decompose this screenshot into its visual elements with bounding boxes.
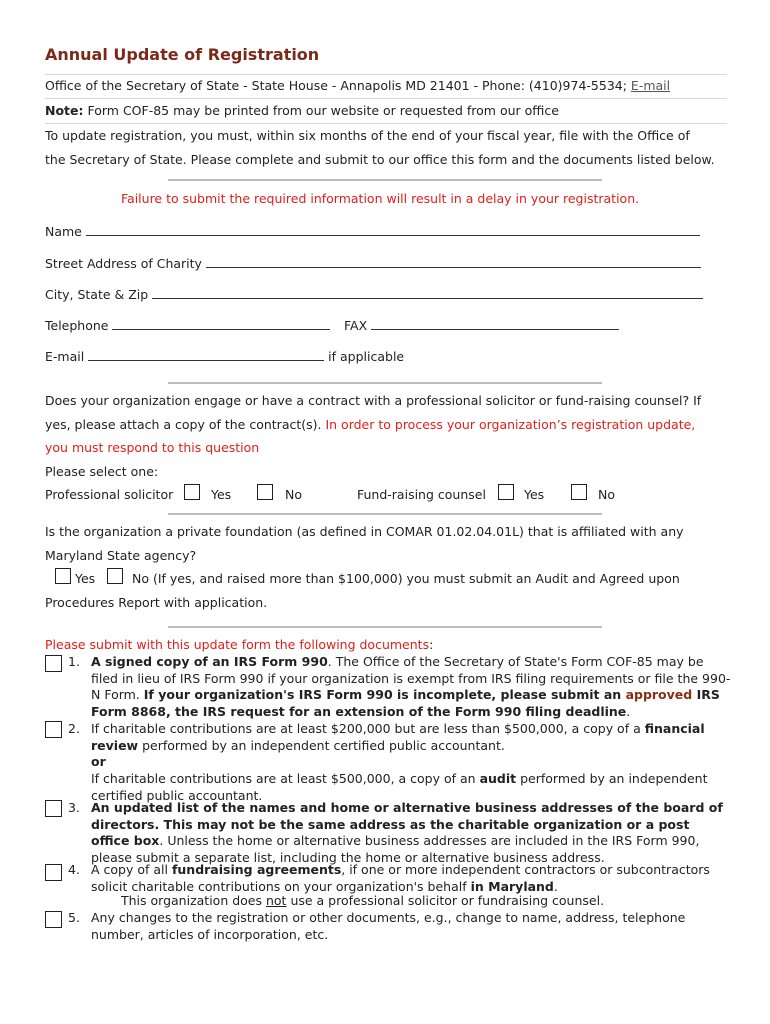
telephone-line[interactable] bbox=[112, 317, 330, 330]
document-2-or: or bbox=[91, 754, 106, 769]
question2-line-4: Procedures Report with application. bbox=[45, 595, 268, 610]
telephone-label: Telephone bbox=[45, 318, 109, 333]
foundation-no-label: No (If yes, and raised more than $100,000) you must submit an Audit and Agreed upon bbox=[132, 571, 680, 586]
question1-line-2b: In order to process your organization’s registration update, bbox=[325, 417, 696, 432]
document-1-text-1: . The Office of the Secretary of State's Form COF-85 may be filed in lieu of IRS Form 990 if your organization is exempt from IRS filing requirements or file the 990-N Form. bbox=[91, 654, 731, 702]
document-3-checkbox[interactable] bbox=[45, 800, 62, 817]
question2-line-2: Maryland State agency? bbox=[45, 548, 197, 563]
divider bbox=[168, 382, 602, 384]
document-2-number: 2. bbox=[68, 721, 80, 736]
counsel-no-checkbox[interactable] bbox=[571, 484, 587, 500]
email-field[interactable] bbox=[45, 348, 404, 364]
document-2-text bbox=[91, 721, 731, 754]
document-3-number: 3. bbox=[68, 800, 80, 815]
document-1-bold-3: IRS Form 8868, the IRS request for an extension of the Form 990 filing deadline bbox=[91, 687, 720, 719]
document-2-text-4: performed by an independent certified public accountant. bbox=[91, 771, 708, 803]
document-2-bold-2: audit bbox=[479, 771, 517, 786]
document-1-text bbox=[91, 654, 731, 720]
document-5-checkbox[interactable] bbox=[45, 911, 62, 928]
fax-label: FAX bbox=[344, 318, 368, 333]
question1-line-3: you must respond to this question bbox=[45, 440, 260, 455]
telephone-field[interactable] bbox=[45, 317, 330, 333]
divider bbox=[168, 626, 602, 628]
solicitor-yes-label: Yes bbox=[211, 487, 232, 502]
city-field[interactable] bbox=[45, 286, 703, 302]
documents-heading-text: Please submit with this update form the following documents bbox=[45, 637, 430, 652]
solicitor-row bbox=[45, 487, 173, 502]
document-4-number: 4. bbox=[68, 862, 80, 877]
documents-heading-colon: : bbox=[429, 637, 434, 652]
name-label: Name bbox=[45, 224, 82, 239]
email-line[interactable] bbox=[88, 348, 324, 361]
email-link[interactable]: E-mail bbox=[630, 78, 671, 93]
email-label: E-mail bbox=[45, 349, 85, 364]
question1-line-1: Does your organization engage or have a contract with a professional solicitor or fund-raising counsel? If bbox=[45, 393, 702, 408]
foundation-no-checkbox[interactable] bbox=[107, 568, 123, 584]
document-4-note bbox=[121, 893, 604, 908]
document-4-text bbox=[91, 862, 731, 895]
document-5-text bbox=[91, 910, 731, 943]
question1-line-2 bbox=[45, 417, 695, 432]
document-5-text-1: Any changes to the registration or other documents, e.g., change to name, address, telephone number, articles of incorporation, etc. bbox=[91, 910, 686, 942]
divider bbox=[45, 123, 727, 124]
document-4-underline: not bbox=[265, 893, 287, 908]
name-field[interactable] bbox=[45, 223, 700, 239]
counsel-yes-label: Yes bbox=[524, 487, 545, 502]
document-4-bold-1: fundraising agreements bbox=[171, 862, 342, 877]
document-4-text-5: use a professional solicitor or fundraising counsel. bbox=[286, 893, 605, 908]
name-line[interactable] bbox=[86, 223, 700, 236]
solicitor-no-checkbox[interactable] bbox=[257, 484, 273, 500]
street-label: Street Address of Charity bbox=[45, 256, 202, 271]
divider bbox=[45, 74, 727, 75]
document-2-checkbox[interactable] bbox=[45, 721, 62, 738]
document-3-bold-1: An updated list of the names and home or alternative business addresses of the board of directors. This may not be the same address as the charitable organization or a post office box bbox=[91, 800, 723, 848]
page-title: Annual Update of Registration bbox=[45, 45, 320, 64]
warning-text: Failure to submit the required information will result in a delay in your registration. bbox=[121, 191, 640, 206]
street-field[interactable] bbox=[45, 255, 701, 271]
counsel-yes-checkbox[interactable] bbox=[498, 484, 514, 500]
document-1-bold-2: If your organization's IRS Form 990 is incomplete, please submit an bbox=[143, 687, 626, 702]
office-info bbox=[45, 78, 670, 93]
document-4-text-1: A copy of all bbox=[91, 862, 172, 877]
solicitor-yes-checkbox[interactable] bbox=[184, 484, 200, 500]
counsel-no-label: No bbox=[598, 487, 615, 502]
document-4-text-3: . bbox=[553, 878, 558, 894]
document-1-text-2: . bbox=[626, 703, 631, 719]
solicitor-no-label: No bbox=[285, 487, 302, 502]
question1-select: Please select one: bbox=[45, 464, 159, 479]
document-1-bold-approved: approved bbox=[625, 687, 693, 702]
fax-field[interactable] bbox=[344, 317, 619, 333]
documents-heading bbox=[45, 637, 433, 652]
document-4-text-4: This organization does bbox=[121, 893, 266, 908]
note-text: Form COF-85 may be printed from our website or requested from our office bbox=[83, 103, 559, 118]
office-text: Office of the Secretary of State - State House - Annapolis MD 21401 - Phone: (410)974-5534; bbox=[45, 78, 631, 93]
document-2-text-1: If charitable contributions are at least $200,000 but are less than $500,000, a copy of a bbox=[91, 721, 645, 736]
foundation-yes-label: Yes bbox=[75, 571, 96, 586]
solicitor-label: Professional solicitor bbox=[45, 487, 174, 502]
intro-line-1: To update registration, you must, within six months of the end of your fiscal year, file with the Office of bbox=[45, 128, 690, 143]
city-label: City, State & Zip bbox=[45, 287, 149, 302]
document-2-bold-1: financial review bbox=[91, 721, 705, 753]
divider bbox=[168, 179, 602, 181]
divider bbox=[45, 98, 727, 99]
document-1-checkbox[interactable] bbox=[45, 655, 62, 672]
if-applicable: if applicable bbox=[328, 349, 405, 364]
document-3-text-1: . Unless the home or alternative business addresses are included in the IRS Form 990, please submit a separate list, including the home or alternative business address. bbox=[91, 833, 700, 865]
document-2-text-3: If charitable contributions are at least $500,000, a copy of an bbox=[91, 771, 480, 786]
question1-line-2a: yes, please attach a copy of the contract(s). bbox=[45, 417, 326, 432]
intro-line-2: the Secretary of State. Please complete and submit to our office this form and the documents listed below. bbox=[45, 152, 715, 167]
document-1-number: 1. bbox=[68, 654, 80, 669]
document-4-checkbox[interactable] bbox=[45, 864, 62, 881]
city-line[interactable] bbox=[152, 286, 703, 299]
note-label: Note: bbox=[45, 103, 84, 118]
document-4-bold-2: in Maryland bbox=[470, 878, 554, 894]
counsel-label: Fund-raising counsel bbox=[357, 487, 486, 502]
document-3-text bbox=[91, 800, 731, 866]
document-5-number: 5. bbox=[68, 910, 80, 925]
document-2-text-2: performed by an independent certified public accountant. bbox=[138, 737, 505, 753]
document-4-text-2: , if one or more independent contractors or subcontractors solicit charitable contributions on your organization's behalf bbox=[91, 862, 710, 894]
question2-line-1: Is the organization a private foundation (as defined in COMAR 01.02.04.01L) that is affiliated with any bbox=[45, 524, 684, 539]
foundation-yes-checkbox[interactable] bbox=[55, 568, 71, 584]
note bbox=[45, 103, 559, 118]
street-line[interactable] bbox=[206, 255, 701, 268]
fax-line[interactable] bbox=[371, 317, 619, 330]
divider bbox=[168, 513, 602, 515]
document-1-bold-1: A signed copy of an IRS Form 990 bbox=[91, 654, 328, 669]
